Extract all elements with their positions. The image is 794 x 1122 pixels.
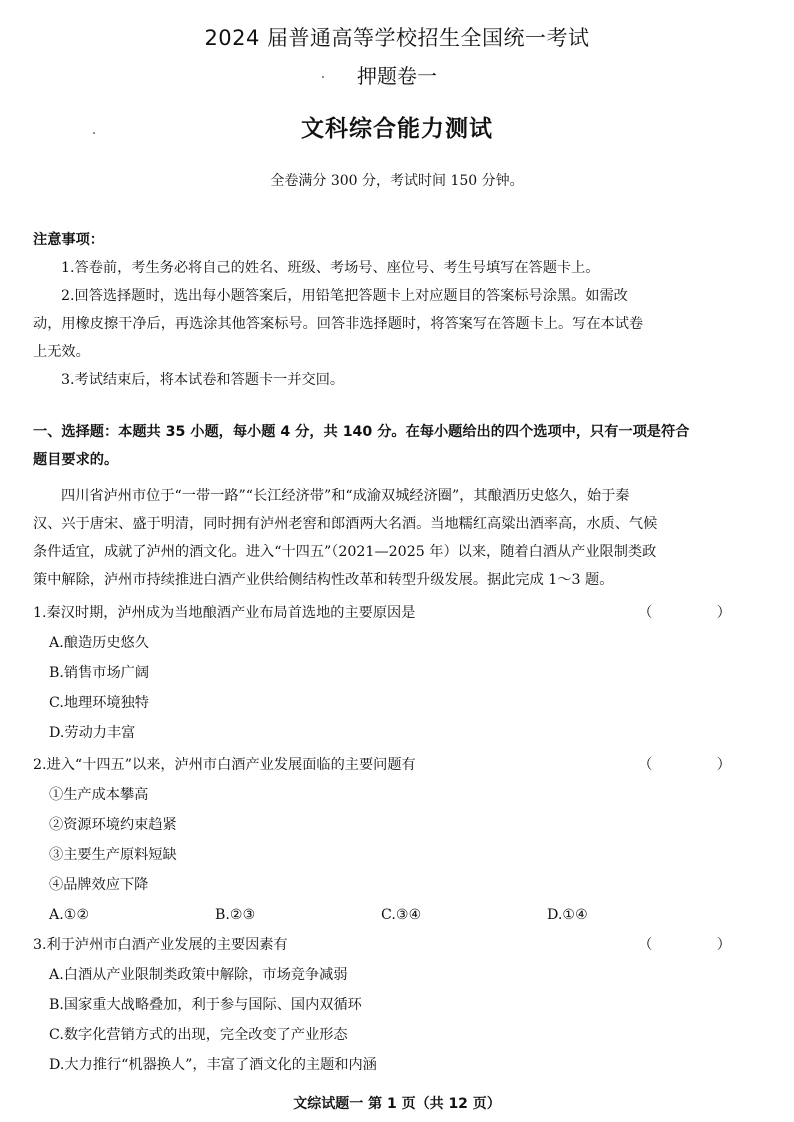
question-2 bbox=[33, 750, 761, 930]
statement-item: ②资源环境约束趋紧 bbox=[49, 817, 177, 833]
answer-paren: （ ） bbox=[638, 757, 761, 773]
answer-paren: （ ） bbox=[638, 937, 761, 953]
section-heading-line: 题目要求的。 bbox=[33, 452, 119, 468]
option: D.大力推行“机器换人”，丰富了酒文化的主题和内涵 bbox=[49, 1057, 377, 1073]
option: C.地理环境独特 bbox=[49, 695, 149, 711]
notice-item: 上无效。 bbox=[33, 344, 90, 360]
option: D.①④ bbox=[547, 907, 588, 923]
notice-item: 3.考试结束后，将本试卷和答题卡一并交回。 bbox=[61, 372, 345, 388]
section-heading-line: 一、选择题：本题共 35 小题，每小题 4 分，共 140 分。在每小题给出的四个选项中，只有一项是符合 bbox=[33, 424, 690, 440]
question-stem bbox=[33, 930, 761, 960]
exam-subtitle: 押题卷一 bbox=[357, 64, 437, 88]
passage-line: 条件适宜，成就了泸州的酒文化。进入“十四五”（2021—2025 年）以来，随着白酒从产业限制类政 bbox=[33, 544, 657, 560]
option: C.数字化营销方式的出现，完全改变了产业形态 bbox=[49, 1027, 348, 1043]
option: A.酿造历史悠久 bbox=[49, 635, 149, 651]
statement-item: ①生产成本攀高 bbox=[49, 787, 149, 803]
option: B.国家重大战略叠加，利于参与国际、国内双循环 bbox=[49, 997, 362, 1013]
question-3 bbox=[33, 930, 761, 1080]
question-stem bbox=[33, 750, 761, 780]
passage-line: 四川省泸州市位于“一带一路”“长江经济带”和“成渝双城经济圈”，其酿酒历史悠久，始于秦 bbox=[61, 488, 630, 504]
option: B.②③ bbox=[215, 907, 256, 923]
option: B.销售市场广阔 bbox=[49, 665, 150, 681]
score-note: 全卷满分 300 分，考试时间 150 分钟。 bbox=[270, 173, 524, 189]
notice-block bbox=[33, 226, 761, 394]
exam-subject: 文科综合能力测试 bbox=[301, 116, 493, 142]
exam-title: 2024 届普通高等学校招生全国统一考试 bbox=[204, 26, 590, 50]
option-row bbox=[33, 900, 761, 930]
statement-item: ④品牌效应下降 bbox=[49, 877, 149, 893]
statement-item: ③主要生产原料短缺 bbox=[49, 847, 177, 863]
passage-line: 汉、兴于唐宋、盛于明清，同时拥有泸州老窖和郎酒两大名酒。当地糯红高粱出酒率高，水质、气候 bbox=[33, 516, 658, 532]
question-stem bbox=[33, 598, 761, 628]
notice-item: 1.答卷前，考生务必将自己的姓名、班级、考场号、座位号、考生号填写在答题卡上。 bbox=[61, 260, 600, 276]
option: A.白酒从产业限制类政策中解除，市场竞争减弱 bbox=[49, 967, 348, 983]
page-footer: 文综试题一 第 1 页（共 12 页） bbox=[293, 1096, 501, 1112]
question-stem-text: 2.进入“十四五”以来，泸州市白酒产业发展面临的主要问题有 bbox=[33, 757, 416, 773]
section-heading bbox=[33, 418, 761, 474]
option: C.③④ bbox=[381, 907, 422, 923]
notice-item: 2.回答选择题时，选出每小题答案后，用铅笔把答题卡上对应题目的答案标号涂黑。如需改 bbox=[61, 288, 628, 304]
notice-item: 动，用橡皮擦干净后，再选涂其他答案标号。回答非选择题时，将答案写在答题卡上。写在本试卷 bbox=[33, 316, 644, 332]
notice-heading: 注意事项： bbox=[33, 232, 104, 248]
answer-paren: （ ） bbox=[638, 605, 761, 621]
question-stem-text: 1.秦汉时期，泸州成为当地酿酒产业布局首选地的主要原因是 bbox=[33, 605, 416, 621]
passage-line: 策中解除，泸州市持续推进白酒产业供给侧结构性改革和转型升级发展。据此完成 1～3 题。 bbox=[33, 572, 614, 588]
passage bbox=[33, 482, 761, 594]
option: D.劳动力丰富 bbox=[49, 725, 136, 741]
question-1 bbox=[33, 598, 761, 748]
option: A.①② bbox=[49, 907, 90, 923]
question-stem-text: 3.利于泸州市白酒产业发展的主要因素有 bbox=[33, 937, 288, 953]
